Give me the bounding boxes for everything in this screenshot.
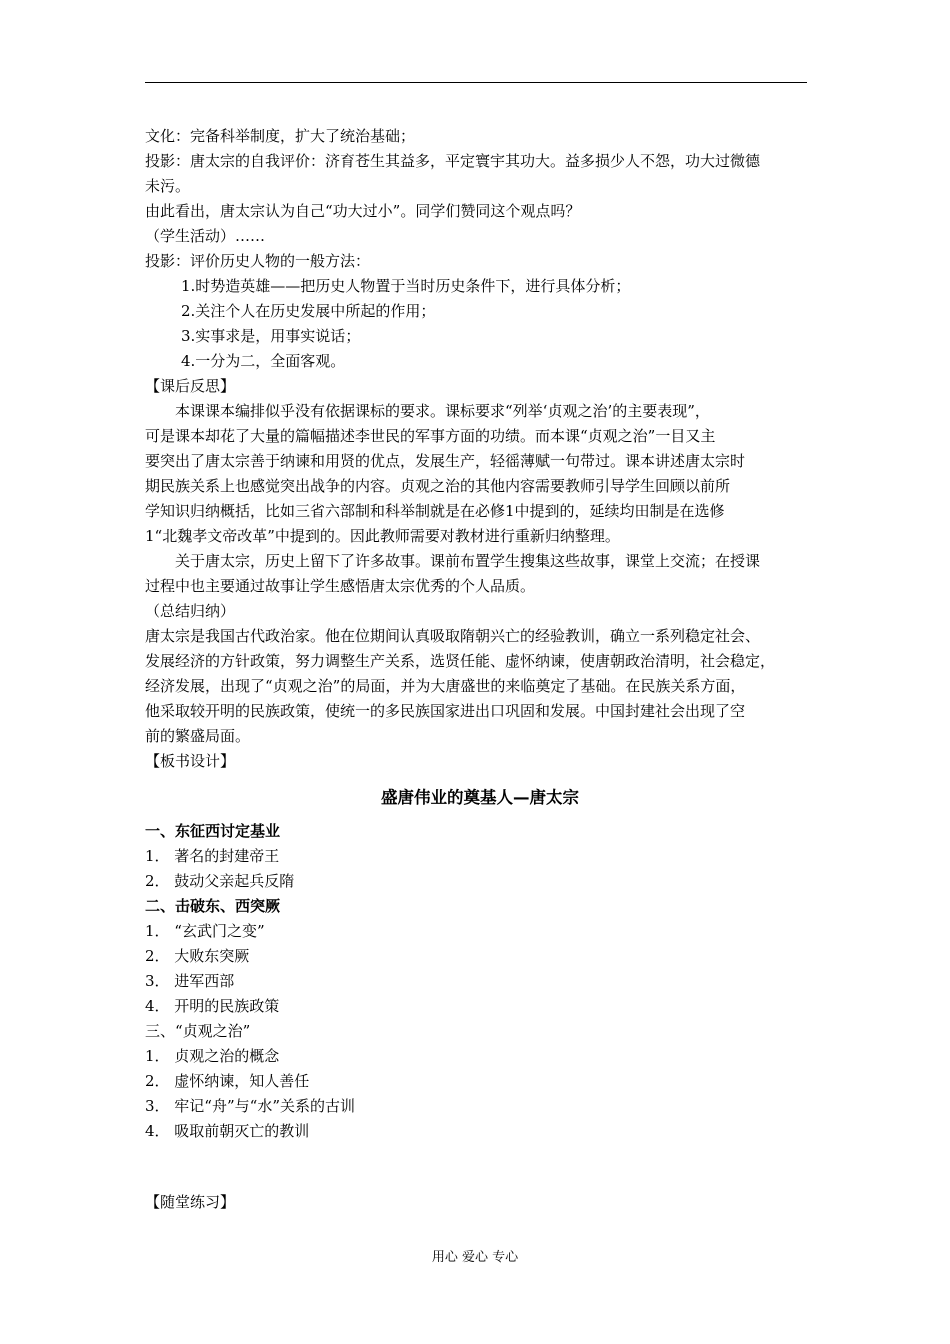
board-item: 1． 著名的封建帝王 xyxy=(145,847,280,865)
board-item: 2． 虚怀纳谏，知人善任 xyxy=(145,1072,310,1090)
reflection-line: 过程中也主要通过故事让学生感悟唐太宗优秀的个人品质。 xyxy=(145,577,536,595)
culture-line: 文化：完备科举制度，扩大了统治基础； xyxy=(145,127,416,145)
method-item: 2.关注个人在历史发展中所起的作用； xyxy=(181,302,436,320)
board-title: 盛唐伟业的奠基人—唐太宗 xyxy=(381,788,579,807)
reflection-line: 期民族关系上也感觉突出战争的内容。贞观之治的其他内容需要教师引导学生回顾以前所 xyxy=(145,477,731,495)
board-item: 2． 大败东突厥 xyxy=(145,947,250,965)
summary-line: 他采取较开明的民族政策，使统一的多民族国家进出口巩固和发展。中国封建社会出现了空 xyxy=(145,702,746,720)
projection-self-evaluation-cont: 未污。 xyxy=(145,177,191,195)
question-line: 由此看出，唐太宗认为自己“功大过小”。同学们赞同这个观点吗？ xyxy=(145,202,581,220)
board-section-title: 一、东征西讨定基业 xyxy=(145,822,281,840)
spacer xyxy=(145,1144,815,1190)
board-item: 1． “玄武门之变” xyxy=(145,922,265,940)
document-body xyxy=(145,124,815,1215)
summary-line: 发展经济的方针政策，努力调整生产关系，选贤任能、虚怀纳谏，使唐朝政治清明，社会稳定， xyxy=(145,652,776,670)
reflection-line: 1“北魏孝文帝改革”中提到的。因此教师需要对教材进行重新归纳整理。 xyxy=(145,527,620,545)
page-footer: 用心 爱心 专心 xyxy=(431,1250,519,1265)
summary-line: 前的繁盛局面。 xyxy=(145,727,251,745)
reflection-line: 可是课本却花了大量的篇幅描述李世民的军事方面的功绩。而本课“贞观之治”一目又主 xyxy=(145,427,716,445)
board-item: 4． 吸取前朝灭亡的教训 xyxy=(145,1122,310,1140)
summary-line: 经济发展，出现了“贞观之治”的局面，并为大唐盛世的来临奠定了基础。在民族关系方面， xyxy=(145,677,746,695)
board-item: 3． 牢记“舟”与“水”关系的古训 xyxy=(145,1097,355,1115)
reflection-line: 学知识归纳概括，比如三省六部制和科举制就是在必修1中提到的，延续均田制是在选修 xyxy=(145,502,725,520)
board-item: 1． 贞观之治的概念 xyxy=(145,1047,280,1065)
reflection-line: 要突出了唐太宗善于纳谏和用贤的优点，发展生产，轻徭薄赋一句带过。课本讲述唐太宗时 xyxy=(145,452,746,470)
header-rule xyxy=(145,82,807,83)
board-item: 3． 进军西部 xyxy=(145,972,235,990)
method-item: 4.一分为二，全面客观。 xyxy=(181,352,346,370)
board-item: 4． 开明的民族政策 xyxy=(145,997,280,1015)
practice-heading: 【随堂练习】 xyxy=(145,1193,236,1211)
summary-line: 唐太宗是我国古代政治家。他在位期间认真吸取隋朝兴亡的经验教训，确立一系列稳定社会、 xyxy=(145,627,761,645)
projection-self-evaluation: 投影：唐太宗的自我评价：济育苍生其益多，平定寰宇其功大。益多损少人不怨，功大过微德 xyxy=(145,152,761,170)
board-section-title: 三、“贞观之治” xyxy=(145,1022,251,1040)
reflection-heading: 【课后反思】 xyxy=(145,377,236,395)
reflection-line: 本课课本编排似乎没有依据课标的要求。课标要求“列举‘贞观之治’的主要表现”， xyxy=(175,402,710,420)
board-item: 2． 鼓动父亲起兵反隋 xyxy=(145,872,295,890)
student-activity: （学生活动）…… xyxy=(145,227,266,245)
board-heading: 【板书设计】 xyxy=(145,752,236,770)
projection-methods: 投影：评价历史人物的一般方法： xyxy=(145,252,371,270)
method-item: 3.实事求是，用事实说话； xyxy=(181,327,361,345)
summary-heading: （总结归纳） xyxy=(145,602,236,620)
board-section-title: 二、击破东、西突厥 xyxy=(145,897,281,915)
method-item: 1.时势造英雄——把历史人物置于当时历史条件下，进行具体分析； xyxy=(181,277,631,295)
reflection-line: 关于唐太宗，历史上留下了许多故事。课前布置学生搜集这些故事，课堂上交流；在授课 xyxy=(175,552,761,570)
